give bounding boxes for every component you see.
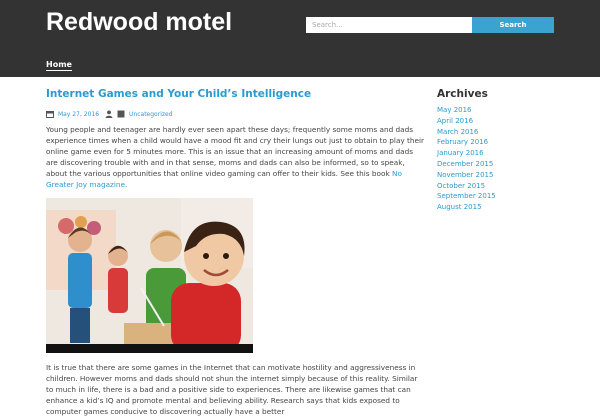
- archive-item: [437, 170, 567, 181]
- archive-link[interactable]: May 2016: [437, 106, 472, 114]
- post-paragraph-2: It is true that there are some games in the Internet that can motivate hostility and aggressiveness in children. However moms and dads should not shun the internet simply because of this reality. Similar to much in life, there is a bad and a positive side to experiences. There are likewise games that can enhance a kid’s IQ and promote mental and believing ability. Research says that kids exposed to computer games conducive to discovering actually have a better: [46, 363, 418, 416]
- nav-home-link[interactable]: Home: [46, 60, 72, 69]
- archive-item: [437, 105, 567, 116]
- archive-link[interactable]: April 2016: [437, 116, 474, 125]
- search-button[interactable]: Search: [472, 17, 554, 33]
- archive-item: [437, 127, 567, 138]
- user-icon: [105, 110, 113, 118]
- site-header: [0, 0, 600, 77]
- search-input[interactable]: [306, 17, 473, 33]
- folder-icon: [117, 110, 125, 118]
- post-paragraph-1-end: .: [125, 180, 128, 189]
- archive-item: [437, 137, 567, 148]
- post-date[interactable]: May 27, 2016: [58, 110, 100, 118]
- archives-list: [437, 105, 567, 213]
- archive-item: [437, 116, 567, 127]
- archive-item: [437, 148, 567, 159]
- sidebar: [437, 86, 567, 213]
- archive-link[interactable]: September 2015: [437, 192, 496, 201]
- archive-link[interactable]: October 2015: [437, 181, 486, 190]
- archive-item: [437, 181, 567, 192]
- archive-item: [437, 191, 567, 202]
- archive-link[interactable]: December 2015: [437, 159, 494, 168]
- main-content: [46, 86, 426, 417]
- magazine-link[interactable]: No Greater Joy magazine: [46, 169, 402, 189]
- archive-link[interactable]: February 2016: [437, 138, 489, 147]
- post-paragraph-1-text: Young people and teenager are hardly ever seen apart these days; frequently some moms and dads experience times when a child would have a mood fit and cry their lungs out just to obtain to play their online game even for 5 minutes more. This is an issue that an increasing amount of moms and dads are discovering trouble with and in that sense, moms and dads can also be informed, so to speak, about the various opportunities that online video gaming can offer to their kids. See this book: [46, 125, 425, 178]
- post-paragraph-1: [46, 124, 426, 190]
- archive-item: [437, 202, 567, 213]
- archive-item: [437, 159, 567, 170]
- archive-link[interactable]: March 2016: [437, 127, 479, 136]
- archive-link[interactable]: January 2016: [437, 149, 484, 158]
- post-title[interactable]: Internet Games and Your Child’s Intelligence: [46, 88, 312, 100]
- children-playing-image: [46, 198, 253, 353]
- archives-title: Archives: [437, 88, 488, 100]
- calendar-icon: [46, 110, 54, 118]
- site-title[interactable]: Redwood motel: [46, 8, 233, 36]
- archive-link[interactable]: November 2015: [437, 170, 494, 179]
- post-meta: [46, 109, 426, 119]
- archive-link[interactable]: August 2015: [437, 203, 482, 212]
- post-category[interactable]: Uncategorized: [129, 110, 173, 118]
